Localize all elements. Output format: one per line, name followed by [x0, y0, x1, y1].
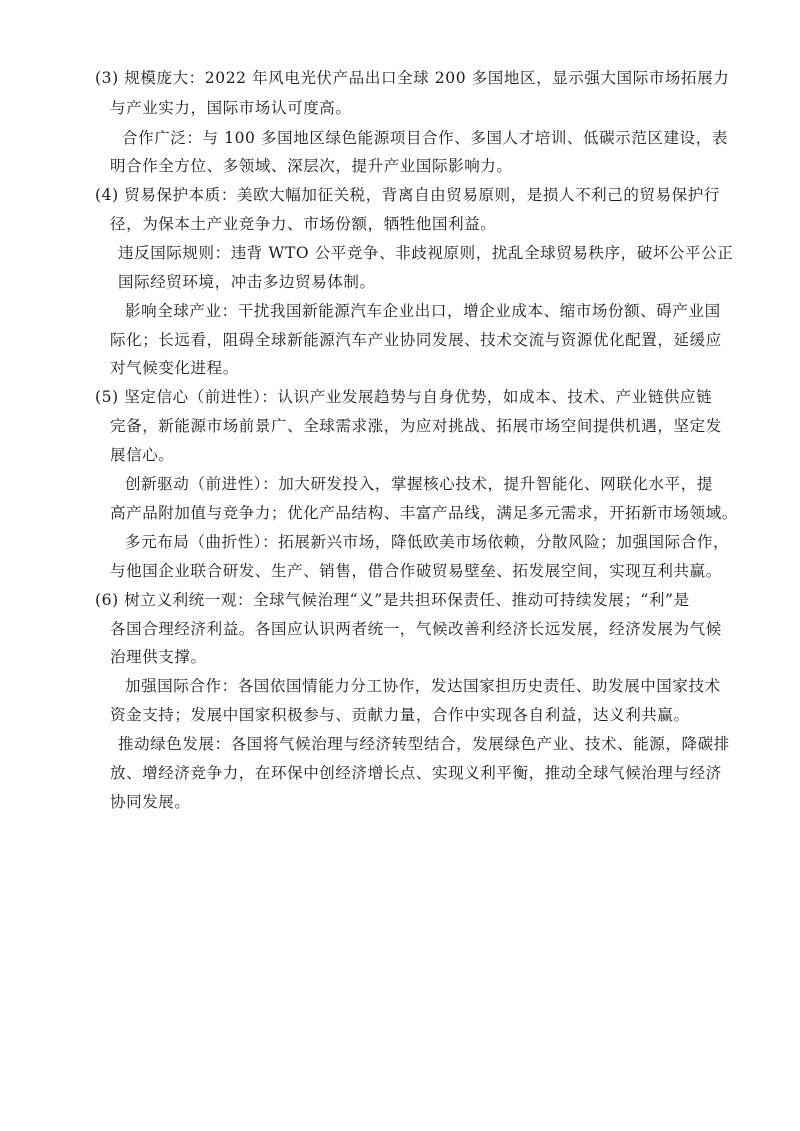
text-line: 资金支持；发展中国家积极参与、贡献力量，合作中实现各自利益，达义利共赢。: [110, 706, 690, 724]
text-line: 高产品附加值与竞争力；优化产品结构、丰富产品线，满足多元需求，开拓新市场领域。: [110, 504, 738, 522]
text-line: 影响全球产业：干扰我国新能源汽车企业出口，增企业成本、缩市场份额、碍产业国: [125, 302, 721, 320]
text-line: 多元布局（曲折性）：拓展新兴市场，降低欧美市场依赖，分散风险；加强国际合作，: [125, 533, 730, 551]
text-line: (6) 树立义利统一观：全球气候治理“义”是共担环保责任、推动可持续发展；“利”是: [95, 591, 690, 609]
text-line: 推动绿色发展：各国将气候治理与经济转型结合，发展绿色产业、技术、能源，降碳排: [118, 735, 730, 753]
text-line: 与产业实力，国际市场认可度高。: [110, 99, 352, 117]
text-line: 合作广泛：与 100 多国地区绿色能源项目合作、多国人才培训、低碳示范区建设，表: [122, 129, 728, 147]
text-line: (4) 贸易保护本质：美欧大幅加征关税，背离自由贸易原则，是损人不利己的贸易保护行: [95, 186, 720, 204]
text-line: (3) 规模庞大：2022 年风电光伏产品出口全球 200 多国地区，显示强大国际市场拓展力: [95, 69, 730, 87]
text-line: 对气候变化进程。: [110, 359, 239, 377]
text-line: 际化；长远看，阻碍全球新能源汽车产业协同发展、技术交流与资源优化配置，延缓应: [110, 331, 722, 349]
text-line: 径，为保本土产业竞争力、市场份额，牺牲他国利益。: [110, 215, 497, 233]
text-line: 违反国际规则：违背 WTO 公平竞争、非歧视原则，扰乱全球贸易秩序，破坏公平公正: [118, 244, 734, 262]
text-line: 与他国企业联合研发、生产、销售，借合作破贸易壁垒、拓发展空间，实现互利共赢。: [110, 562, 722, 580]
text-line: 明合作全方位、多领域、深层次，提升产业国际影响力。: [110, 157, 513, 175]
text-line: 协同发展。: [110, 793, 191, 811]
text-line: 创新驱动（前进性）：加大研发投入，掌握核心技术，提升智能化、网联化水平，提: [125, 475, 713, 493]
text-line: 国际经贸环境，冲击多边贸易体制。: [118, 273, 376, 291]
text-line: 加强国际合作：各国依国情能力分工协作，发达国家担历史责任、助发展中国家技术: [125, 677, 721, 695]
text-line: (5) 坚定信心（前进性）：认识产业发展趋势与自身优势，如成本、技术、产业链供应链: [95, 388, 713, 406]
text-line: 放、增经济竞争力，在环保中创经济增长点、实现义利平衡，推动全球气候治理与经济: [110, 764, 722, 782]
text-line: 展信心。: [110, 446, 175, 464]
text-line: 各国合理经济利益。各国应认识两者统一，气候改善利经济长远发展，经济发展为气候: [110, 620, 722, 638]
text-line: 完备，新能源市场前景广、全球需求涨，为应对挑战、拓展市场空间提供机遇，坚定发: [110, 417, 722, 435]
text-line: 治理供支撑。: [110, 648, 207, 666]
